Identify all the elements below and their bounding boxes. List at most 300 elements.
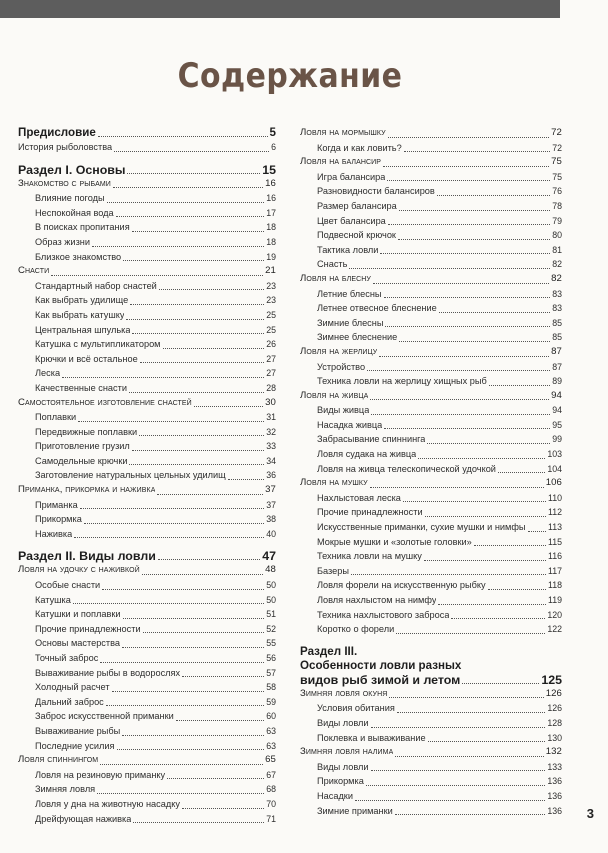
toc-subentry[interactable]	[300, 608, 562, 623]
toc-entry-label: Прикормка	[317, 776, 364, 787]
toc-entry-label: Стандартный набор снастей	[35, 280, 157, 291]
toc-entry-label: Приманка, прикормка и наживка	[18, 484, 156, 496]
toc-entry-label: Ловля на живца	[300, 389, 369, 401]
toc-subentry[interactable]	[18, 578, 276, 593]
toc-subentry[interactable]	[18, 709, 276, 724]
toc-subentry[interactable]	[18, 235, 276, 250]
leader-dots	[395, 814, 546, 815]
toc-subentry[interactable]	[300, 520, 562, 535]
toc-subentry[interactable]	[18, 337, 276, 352]
toc-subentry[interactable]	[300, 789, 562, 804]
toc-subentry[interactable]	[18, 279, 276, 294]
toc-subentry[interactable]	[18, 768, 276, 783]
leader-dots	[194, 406, 263, 407]
toc-entry-page: 83	[552, 288, 562, 299]
toc-entry-page: 33	[266, 441, 276, 452]
toc-chapter-entry[interactable]	[18, 563, 276, 578]
leader-dots	[78, 421, 264, 422]
toc-entry-label: Насадка живца	[317, 419, 383, 430]
toc-entry-label: Ловля спиннингом	[18, 754, 99, 766]
toc-entry-page: 63	[266, 740, 276, 751]
toc-subentry[interactable]	[300, 716, 562, 731]
toc-entry-label: Раздел I. Основы	[18, 162, 126, 177]
toc-entry-page: 75	[551, 156, 562, 168]
leader-dots	[439, 312, 550, 313]
toc-entry-label: Точный заброс	[35, 653, 99, 663]
leader-dots	[383, 166, 549, 167]
leader-dots	[73, 603, 264, 604]
toc-entry-label: Катушка	[35, 594, 71, 605]
toc-entry-label: Ловля на мушку	[300, 477, 368, 489]
toc-subentry[interactable]	[300, 593, 562, 608]
toc-entry-page: 47	[262, 549, 276, 564]
leader-dots	[158, 559, 260, 560]
toc-entry-label: Крючки и всё остальное	[35, 353, 138, 364]
toc-subentry[interactable]	[300, 360, 562, 375]
toc-entry-page: 51	[266, 609, 276, 620]
toc-entry-label: Тактика ловли	[317, 244, 379, 255]
toc-subentry[interactable]	[18, 498, 276, 513]
toc-entry-page: 71	[266, 813, 276, 824]
section-gap	[18, 155, 276, 163]
toc-entry-label: Ловля на резиновую приманку	[35, 769, 166, 780]
leader-dots	[427, 443, 550, 444]
toc-section-heading[interactable]	[18, 163, 276, 177]
toc-entry-label: Как выбрать удилище	[35, 295, 129, 306]
page-number: 3	[586, 806, 594, 821]
toc-entry-page: 27	[266, 353, 276, 364]
leader-dots	[126, 319, 264, 320]
toc-section-heading[interactable]	[18, 126, 276, 140]
toc-entry-label: Зимняя ловля налима	[300, 746, 394, 758]
leader-dots	[62, 377, 264, 378]
toc-entry-page: 57	[266, 667, 276, 678]
toc-entry-label: Приманка	[35, 499, 78, 510]
toc-entry-label: Качественные снасти	[35, 382, 127, 393]
toc-entry-page: 31	[266, 412, 276, 423]
leader-dots	[132, 450, 264, 451]
toc-subentry[interactable]	[300, 731, 562, 746]
toc-entry-label: Виды ловли	[317, 717, 369, 728]
toc-entry-label: Когда и как ловить?	[317, 142, 402, 153]
leader-dots	[418, 458, 545, 459]
toc-entry-label: Заброс искусственной приманки	[35, 711, 174, 722]
toc-entry-label: Виды ловли	[317, 761, 369, 772]
toc-entry-page: 128	[547, 717, 562, 728]
leader-dots	[97, 793, 264, 794]
toc-subentry[interactable]	[18, 439, 276, 454]
section-heading-line: Раздел III.	[300, 644, 358, 658]
toc-entry-page: 50	[266, 580, 276, 591]
toc-entry-page: 87	[551, 345, 562, 357]
toc-entry-page: 116	[547, 551, 562, 562]
toc-entry-label: Разновидности балансиров	[317, 186, 435, 197]
toc-entry-page: 136	[547, 790, 562, 801]
leader-dots	[528, 531, 546, 532]
toc-entry-label: Снасти	[18, 265, 50, 277]
toc-entry-page: 55	[266, 638, 276, 649]
toc-entry-page: 72	[552, 142, 562, 153]
toc-entry-page: 115	[547, 536, 562, 547]
toc-subentry[interactable]	[18, 680, 276, 695]
toc-entry-label: Зимние приманки	[317, 805, 393, 816]
toc-entry-page: 132	[545, 746, 562, 758]
toc-subentry[interactable]	[300, 505, 562, 520]
toc-subentry[interactable]	[300, 287, 562, 302]
toc-entry-page: 67	[266, 769, 276, 780]
toc-entry-page: 126	[547, 703, 562, 714]
toc-subentry[interactable]	[18, 607, 276, 622]
toc-subentry[interactable]	[18, 739, 276, 754]
toc-subentry[interactable]	[300, 578, 562, 593]
toc-entry-page: 28	[266, 382, 276, 393]
leader-dots	[370, 487, 544, 488]
toc-entry-label: Образ жизни	[35, 236, 90, 247]
toc-entry-page: 82	[552, 259, 562, 270]
leader-dots	[132, 333, 264, 334]
toc-entry-label: Влияние погоды	[35, 193, 105, 204]
leader-dots	[380, 253, 550, 254]
toc-entry-label: Как выбрать катушку	[35, 309, 125, 320]
toc-entry-label: Ловля на удочку с наживкой	[18, 564, 140, 576]
leader-dots	[437, 195, 550, 196]
toc-subentry[interactable]	[300, 535, 562, 550]
toc-entry-label: Виды живца	[317, 405, 370, 416]
toc-subentry[interactable]	[18, 812, 276, 827]
leader-dots	[428, 741, 546, 742]
leader-dots	[385, 326, 550, 327]
leader-dots	[159, 289, 264, 290]
toc-entry-page: 25	[266, 309, 276, 320]
toc-entry-label: Коротко о форели	[317, 624, 395, 635]
toc-entry-page: 56	[266, 653, 276, 663]
toc-entry-label: Забрасывание спиннинга	[317, 434, 426, 445]
toc-entry-page: 16	[265, 177, 276, 189]
toc-entry-label: Ловля на мормышку	[300, 127, 386, 138]
toc-chapter-entry[interactable]	[18, 753, 276, 768]
toc-entry-page: 17	[266, 207, 276, 218]
leader-dots	[398, 239, 550, 240]
toc-entry-page: 119	[547, 595, 562, 605]
toc-subentry[interactable]	[300, 214, 562, 229]
toc-entry-page: 118	[547, 580, 562, 591]
toc-subentry[interactable]	[18, 666, 276, 681]
leader-dots	[425, 516, 546, 517]
leader-dots	[182, 808, 264, 809]
toc-entry-page: 81	[552, 244, 562, 255]
leader-dots	[438, 604, 546, 605]
toc-entry-label: Техника ловли на мушку	[317, 551, 422, 562]
leader-dots	[107, 202, 265, 203]
toc-entry-page: 72	[551, 127, 562, 138]
leader-dots	[100, 662, 264, 663]
toc-subentry[interactable]	[300, 141, 562, 156]
page-title: Содержание	[177, 56, 403, 96]
leader-dots	[123, 618, 265, 619]
leader-dots	[133, 822, 264, 823]
toc-entry-page: 106	[545, 477, 562, 489]
toc-entry-page: 6	[271, 142, 276, 152]
toc-subentry[interactable]	[18, 527, 276, 542]
toc-entry-page: 32	[266, 426, 276, 437]
toc-subentry[interactable]	[300, 330, 562, 345]
leader-dots	[396, 633, 545, 634]
leader-dots	[371, 727, 546, 728]
toc-entry-label: Летние блесны	[317, 288, 382, 299]
toc-subentry[interactable]	[18, 425, 276, 440]
toc-entry-page: 48	[265, 564, 276, 576]
toc-entry-label: Ловля на жерлицу	[300, 345, 378, 357]
toc-entry-page: 94	[551, 389, 562, 401]
toc-subentry[interactable]	[18, 636, 276, 651]
toc-entry-page: 103	[547, 449, 562, 460]
toc-subentry[interactable]	[300, 564, 562, 579]
toc-subentry[interactable]	[300, 701, 562, 716]
toc-subentry[interactable]	[18, 593, 276, 608]
toc-chapter-entry[interactable]	[300, 155, 562, 170]
leader-dots	[451, 618, 545, 619]
toc-entry-page: 70	[266, 798, 276, 809]
toc-entry-label: Самостоятельное изготовление снастей	[18, 396, 192, 408]
leader-dots	[373, 283, 549, 284]
toc-subentry[interactable]	[300, 622, 562, 637]
toc-entry-page: 63	[266, 725, 276, 736]
toc-subentry[interactable]	[300, 804, 562, 819]
toc-entry-label: Ловля у дна на животную насадку	[35, 798, 180, 809]
toc-entry-page: 117	[547, 565, 562, 576]
toc-entry-label: Вываживание рыбы в водорослях	[35, 667, 181, 678]
toc-subentry[interactable]	[300, 301, 562, 316]
toc-entry-label: Игра балансира	[317, 171, 386, 182]
toc-entry-label: Прикормка	[35, 514, 82, 525]
toc-subentry[interactable]	[300, 184, 562, 199]
toc-chapter-entry[interactable]	[300, 745, 562, 760]
toc-entry-page: 95	[552, 419, 562, 430]
toc-chapter-entry[interactable]	[300, 345, 562, 360]
toc-entry-page: 15	[262, 162, 276, 177]
toc-chapter-entry[interactable]	[300, 272, 562, 287]
leader-dots	[388, 137, 549, 138]
toc-entry-label: Насадки	[317, 790, 353, 801]
toc-entry-page: 37	[265, 484, 276, 496]
toc-subentry[interactable]	[300, 257, 562, 272]
toc-entry-page: 125	[541, 672, 562, 687]
toc-chapter-entry[interactable]	[18, 264, 276, 279]
toc-entry-page: 60	[266, 711, 276, 722]
leader-dots	[122, 735, 264, 736]
leader-dots	[489, 385, 550, 386]
leader-dots	[98, 136, 268, 137]
toc-subentry[interactable]	[300, 774, 562, 789]
leader-dots	[367, 370, 550, 371]
toc-subentry[interactable]	[18, 512, 276, 527]
toc-entry-page: 78	[552, 200, 562, 211]
toc-subentry[interactable]	[300, 403, 562, 418]
toc-entry-label: История рыболовства	[18, 142, 113, 152]
toc-entry-page: 59	[266, 696, 276, 707]
leader-dots	[167, 778, 264, 779]
toc-subentry[interactable]	[18, 410, 276, 425]
toc-entry-label: Дрейфующая наживка	[35, 813, 132, 824]
leader-dots	[474, 545, 546, 546]
toc-entry-label: Приготовление грузил	[35, 441, 130, 452]
toc-chapter-entry[interactable]	[300, 687, 562, 702]
leader-dots	[130, 304, 264, 305]
toc-subentry[interactable]	[300, 316, 562, 331]
toc-subentry[interactable]	[18, 250, 276, 265]
toc-entry-page: 76	[552, 186, 562, 197]
toc-subentry[interactable]	[18, 206, 276, 221]
toc-entry-label: Леска	[35, 368, 61, 379]
leader-dots	[142, 574, 263, 575]
section-heading-line: Особенности ловли разных	[300, 658, 462, 672]
leader-dots	[384, 297, 551, 298]
toc-entry-label: Неспокойная вода	[35, 207, 114, 218]
toc-entry-label: Катушки и поплавки	[35, 609, 121, 620]
leader-dots	[80, 508, 265, 509]
leader-dots	[51, 275, 263, 276]
toc-subentry[interactable]	[18, 293, 276, 308]
toc-subentry[interactable]	[18, 308, 276, 323]
toc-section-heading[interactable]	[300, 645, 562, 687]
toc-entry-label: Предисловие	[18, 126, 96, 139]
toc-subentry[interactable]	[18, 191, 276, 206]
toc-entry-page: 82	[551, 272, 562, 284]
toc-section-heading[interactable]	[18, 549, 276, 563]
toc-subentry[interactable]	[18, 220, 276, 235]
leader-dots	[370, 399, 549, 400]
toc-entry-page: 120	[547, 609, 562, 620]
toc-chapter-entry[interactable]	[300, 476, 562, 491]
toc-entry-page: 37	[266, 499, 276, 510]
toc-chapter-entry[interactable]	[300, 126, 562, 141]
leader-dots	[106, 705, 264, 706]
toc-subentry[interactable]	[18, 797, 276, 812]
toc-chapter-entry[interactable]	[300, 389, 562, 404]
leader-dots	[157, 494, 263, 495]
toc-subentry[interactable]	[300, 432, 562, 447]
toc-entry-page: 85	[552, 317, 562, 328]
toc-subentry[interactable]	[18, 724, 276, 739]
toc-entry-label: Основы мастерства	[35, 638, 120, 649]
toc-entry-page: 99	[552, 434, 562, 445]
toc-entry-page: 18	[266, 236, 276, 247]
toc-entry-page: 58	[266, 682, 276, 693]
leader-dots	[102, 589, 264, 590]
toc-subentry[interactable]	[300, 374, 562, 389]
toc-entry-label: Искусственные приманки, сухие мушки и нимфы	[317, 522, 526, 533]
toc-subentry[interactable]	[300, 462, 562, 477]
toc-entry-page: 23	[266, 280, 276, 291]
leader-dots	[182, 676, 264, 677]
toc-entry-label: Центральная шпулька	[35, 324, 131, 335]
toc-entry-page: 112	[547, 507, 562, 518]
toc-entry-page: 19	[266, 251, 276, 262]
toc-subentry[interactable]	[18, 381, 276, 396]
toc-entry-page: 133	[547, 761, 562, 772]
toc-entry-page: 126	[545, 687, 562, 699]
toc-subentry[interactable]	[18, 140, 276, 155]
toc-subentry[interactable]	[300, 199, 562, 214]
leader-dots	[399, 341, 550, 342]
toc-entry-label: Особые снасти	[35, 580, 101, 591]
toc-entry-label: Ловля нахлыстом на нимфу	[317, 595, 437, 605]
toc-entry-label: Прочие принадлежности	[35, 623, 141, 634]
toc-entry-page: 110	[547, 492, 562, 503]
toc-entry-label: Снасть	[317, 259, 348, 270]
leader-dots	[395, 756, 543, 757]
toc-subentry[interactable]	[300, 170, 562, 185]
toc-subentry[interactable]	[300, 760, 562, 775]
toc-entry-page: 25	[266, 324, 276, 335]
toc-entry-label: Подвесной крючок	[317, 230, 396, 241]
toc-subentry[interactable]	[18, 454, 276, 469]
toc-entry-label: Близкое знакомство	[35, 251, 122, 262]
toc-subentry[interactable]	[18, 651, 276, 666]
leader-dots	[366, 785, 545, 786]
leader-dots	[397, 712, 545, 713]
toc-subentry[interactable]	[300, 243, 562, 258]
toc-subentry[interactable]	[18, 695, 276, 710]
toc-entry-label: Ловля форели на искусственную рыбку	[317, 580, 486, 591]
toc-entry-label: Мокрые мушки и «золотые головки»	[317, 536, 472, 547]
toc-entry-page: 122	[547, 624, 562, 635]
toc-subentry[interactable]	[300, 491, 562, 506]
toc-chapter-entry[interactable]	[18, 396, 276, 411]
toc-subentry[interactable]	[18, 323, 276, 338]
leader-dots	[389, 697, 543, 698]
toc-entry-label: Цвет балансира	[317, 215, 386, 226]
toc-column-right	[300, 126, 562, 818]
leader-dots	[112, 691, 265, 692]
toc-entry-label: Ловля на живца телескопической удочкой	[317, 463, 496, 474]
toc-subentry[interactable]	[300, 447, 562, 462]
toc-subentry[interactable]	[18, 468, 276, 483]
toc-entry-label: Нахлыстовая леска	[317, 492, 401, 503]
toc-subentry[interactable]	[18, 782, 276, 797]
toc-subentry[interactable]	[300, 549, 562, 564]
toc-chapter-entry[interactable]	[18, 177, 276, 192]
toc-entry-label: Заготовление натуральных цельных удилищ	[35, 470, 226, 481]
toc-entry-label: Прочие принадлежности	[317, 507, 423, 518]
leader-dots	[488, 589, 546, 590]
toc-entry-page: 65	[265, 754, 276, 766]
toc-subentry[interactable]	[300, 228, 562, 243]
toc-subentry[interactable]	[18, 366, 276, 381]
leader-dots	[228, 479, 265, 480]
leader-dots	[379, 356, 549, 357]
toc-entry-label: Летнее отвесное блеснение	[317, 303, 437, 314]
leader-dots	[424, 560, 546, 561]
toc-entry-label: Поклевка и вываживание	[317, 732, 426, 743]
toc-entry-label: Зимние блесны	[317, 317, 384, 328]
leader-dots	[388, 224, 550, 225]
leader-dots	[127, 173, 260, 174]
leader-dots	[403, 501, 546, 502]
leader-dots	[371, 770, 546, 771]
toc-entry-page: 79	[552, 215, 562, 226]
leader-dots	[384, 428, 550, 429]
toc-entry-page: 16	[266, 193, 276, 204]
toc-subentry[interactable]	[18, 352, 276, 367]
toc-entry-page: 89	[552, 376, 562, 387]
toc-chapter-entry[interactable]	[18, 483, 276, 498]
leader-dots	[462, 683, 539, 684]
toc-subentry[interactable]	[18, 622, 276, 637]
toc-subentry[interactable]	[300, 418, 562, 433]
toc-entry-page: 136	[547, 776, 562, 787]
toc-entry-label: Размер балансира	[317, 200, 397, 211]
